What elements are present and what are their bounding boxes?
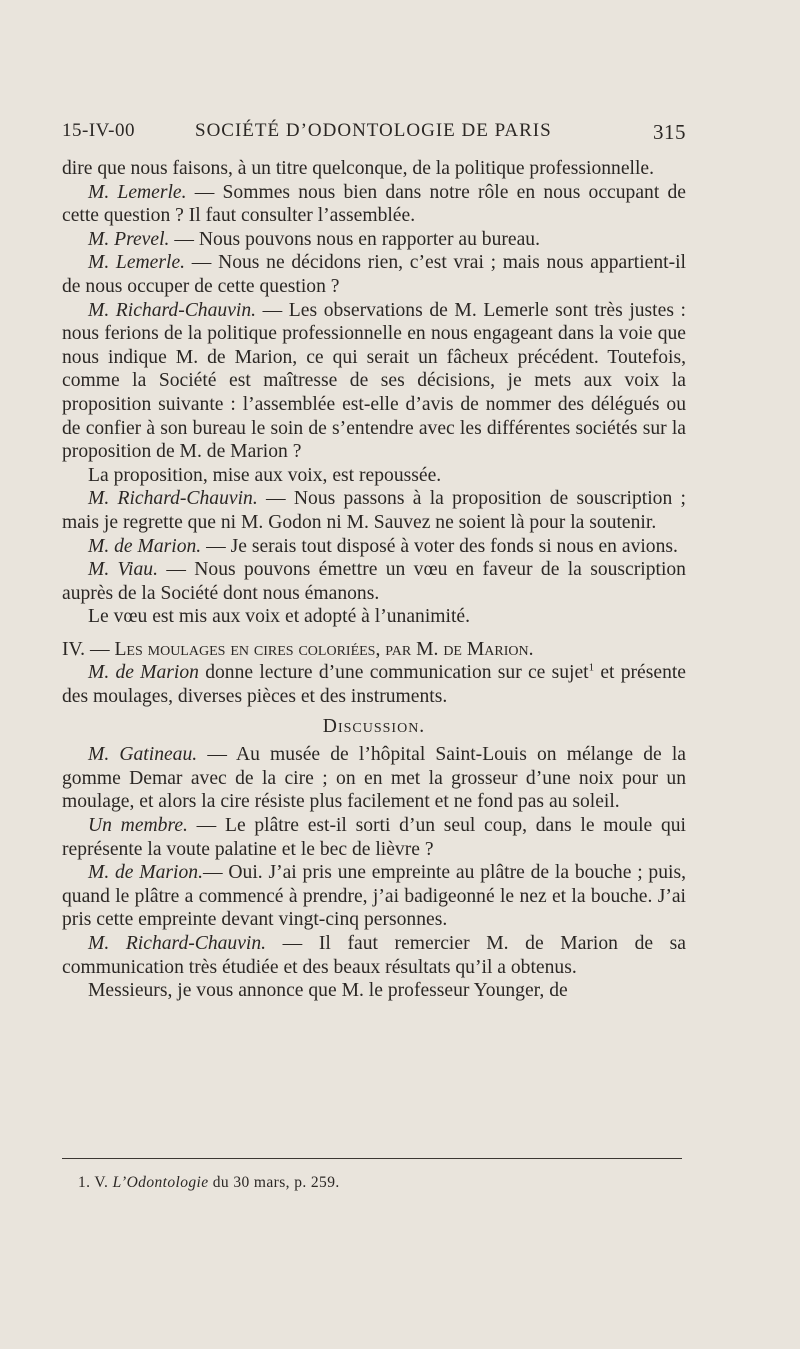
paragraph-text: — Au musée de l’hôpital Saint-Louis on mélange de la gomme Demar avec de la cire ; on en met la grosseur d’une noix pour un moulage, et alors la cire résiste plus facilement et ne fond pas au soleil. [62, 744, 686, 813]
footnote-divider [62, 1158, 682, 1159]
running-header [62, 120, 686, 150]
page-number: 315 [653, 120, 686, 144]
section-title: Les moulages en cires coloriées, par M. de Marion. [114, 638, 534, 660]
speaker-name: M. Viau. [88, 559, 158, 581]
paragraph-text: et présente des moulages, diverses pièces et des instruments. [62, 662, 687, 708]
paragraph-lemerle-1 [62, 181, 686, 228]
paragraph-viau [62, 558, 686, 605]
paragraph-gatineau [62, 743, 686, 814]
paragraph-text: — Sommes nous bien dans notre rôle en nous occupant de cette question ? Il faut consulter l’assemblée. [62, 181, 686, 227]
paragraph-richard-chauvin-1 [62, 299, 686, 464]
speaker-name: M. de Marion. [88, 535, 202, 557]
speaker-name: M. Richard-Chauvin. [88, 299, 257, 321]
speaker-name: M. Lemerle. [88, 252, 186, 274]
paragraph-vote-result: La proposition, mise aux voix, est repoussée. [88, 464, 442, 486]
footnote [78, 1174, 340, 1192]
paragraph-text: — Il faut remercier M. de Marion de sa communication très étudiée et des beaux résultats qu’il a obtenus. [62, 933, 686, 978]
speaker-name: M. de Marion. [88, 862, 203, 884]
paragraph-announcement: Messieurs, je vous annonce que M. le professeur Younger, de [88, 980, 568, 1002]
section-heading [62, 638, 686, 662]
page-body [62, 157, 686, 1003]
speaker-name: Un membre. [88, 815, 188, 837]
paragraph-text: — Nous pouvons émettre un vœu en faveur de la souscription auprès de la Société dont nous émanons. [62, 559, 686, 604]
footnote-rest: du 30 mars, p. 259. [208, 1174, 340, 1191]
paragraph-text: — Nous ne décidons rien, c’est vrai ; mais nous appartient-il de nous occuper de cette question ? [62, 252, 686, 297]
speaker-name: M. Richard-Chauvin. [88, 933, 267, 954]
paragraph-text: — Nous pouvons nous en rapporter au bureau. [169, 228, 540, 250]
header-journal-title: SOCIÉTÉ D’ODONTOLOGIE DE PARIS [195, 120, 552, 141]
section-number: IV. — [62, 638, 115, 660]
paragraph-de-marion-2 [62, 861, 686, 932]
speaker-name: M. Gatineau. [88, 744, 198, 766]
footnote-reference: 1 [588, 661, 595, 674]
discussion-heading: Discussion. [322, 715, 426, 737]
speaker-name: M. Richard-Chauvin. [88, 488, 258, 510]
paragraph-lemerle-2 [62, 251, 686, 298]
paragraph-text: — Oui. J’ai pris une empreinte au plâtre de la bouche ; puis, quand le plâtre a commencé à prendre, j’ai badigeonné le nez et la bouche. J’ai pris cette empreinte devant vingt-cinq personnes. [62, 862, 686, 931]
paragraph-de-marion-1 [62, 535, 686, 559]
paragraph-text: — Les observations de M. Lemerle sont très justes : nous ferions de la politique professionnelle en nous engageant dans la voie que nous indique M. de Marion, ce qui serait un fâcheux précédent. Toutefois, comme la Société est maîtresse de ses décisions, je mets aux voix la proposition suivante : l’assemblée est-elle d’avis de nommer des délégués ou de confier à son bureau le soin de s’entendre avec les différentes sociétés sur la proposition de M. de Marion ? [62, 299, 686, 463]
footnote-prefix: 1. V. [78, 1174, 113, 1191]
header-date: 15-IV-00 [62, 120, 135, 141]
speaker-name: M. de Marion [88, 662, 199, 684]
paragraph-text: — Le plâtre est-il sorti d’un seul coup, dans le moule qui représente la voute palatine et le bec de lièvre ? [62, 815, 686, 860]
paragraph-prevel [62, 228, 686, 252]
paragraph-de-marion-reading [62, 661, 686, 708]
paragraph-continuation: dire que nous faisons, à un titre quelconque, de la politique professionnelle. [62, 158, 655, 179]
speaker-name: M. Lemerle. [88, 181, 187, 203]
paragraph-richard-chauvin-3 [62, 932, 686, 979]
paragraph-text: — Je serais tout disposé à voter des fonds si nous en avions. [201, 535, 678, 557]
speaker-name: M. Prevel. [88, 228, 170, 250]
paragraph-richard-chauvin-2 [62, 487, 686, 534]
paragraph-text: — Nous passons à la proposition de souscription ; mais je regrette que ni M. Godon ni M. Sauvez ne soient là pour la soutenir. [62, 488, 686, 533]
footnote-source: L’Odontologie [112, 1174, 209, 1191]
paragraph-vote-adopted: Le vœu est mis aux voix et adopté à l’unanimité. [88, 606, 470, 628]
paragraph-un-membre [62, 814, 686, 861]
paragraph-text: donne lecture d’une communication sur ce sujet [198, 662, 589, 684]
